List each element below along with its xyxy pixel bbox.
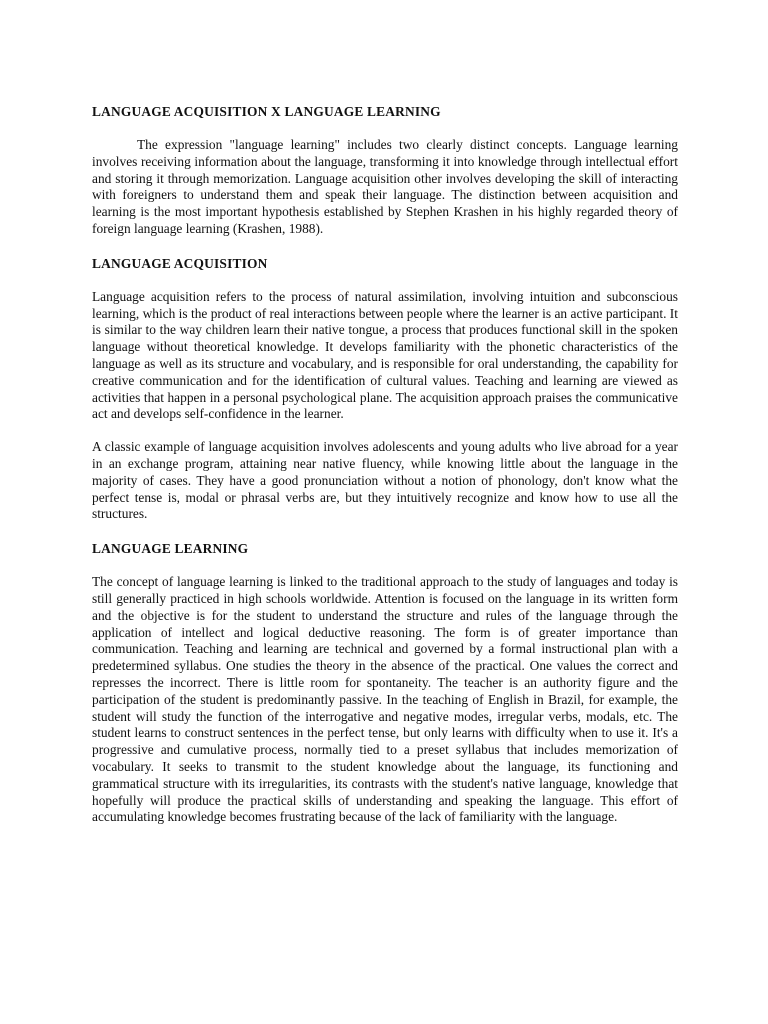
acquisition-paragraph-2: A classic example of language acquisition involves adolescents and young adults who live abroad for a year in an exchange program, attaining near native fluency, while knowing little about the language in the majority of cases. They have a good pronunciation without a notion of phonology, don't know what the perfect tense is, modal or phrasal verbs are, but they intuitively recognize and know how to use all the structures. <box>92 439 678 522</box>
intro-paragraph: The expression "language learning" includes two clearly distinct concepts. Language learning involves receiving information about the language, transforming it into knowledge through intellectual effort and storing it through memorization. Language acquisition other involves developing the skill of interacting with foreigners to understand them and speak their language. The distinction between acquisition and learning is the most important hypothesis established by Stephen Krashen in his highly regarded theory of foreign language learning (Krashen, 1988). <box>92 137 678 236</box>
spacer <box>92 120 678 137</box>
spacer <box>92 423 678 439</box>
document-title: LANGUAGE ACQUISITION X LANGUAGE LEARNING <box>92 104 441 119</box>
document-page <box>92 103 678 826</box>
spacer <box>92 523 678 540</box>
spacer <box>92 272 678 289</box>
section-heading-acquisition: LANGUAGE ACQUISITION <box>92 255 268 271</box>
spacer <box>92 238 678 255</box>
learning-paragraph-1: The concept of language learning is linked to the traditional approach to the study of languages and today is still generally practiced in high schools worldwide. Attention is focused on the language in its written form and the objective is for the student to understand the structure and rules of the language through the application of intellect and logical deductive reasoning. The form is of greater importance than communication. Teaching and learning are technical and governed by a formal instructional plan with a predetermined syllabus. One studies the theory in the absence of the practical. One values the correct and represses the incorrect. There is little room for spontaneity. The teacher is an authority figure and the participation of the student is predominantly passive. In the teaching of English in Brazil, for example, the student will study the function of the interrogative and negative modes, irregular verbs, modals, etc. The student learns to construct sentences in the perfect tense, but only learns with difficulty when to use it. It's a progressive and cumulative process, normally tied to a preset syllabus that includes memorization of vocabulary. It seeks to transmit to the student knowledge about the language, its functioning and grammatical structure with its irregularities, its contrasts with the student's native language, knowledge that hopefully will produce the practical skills of understanding and speaking the language. This effort of accumulating knowledge becomes frustrating because of the lack of familiarity with the language. <box>92 574 678 825</box>
acquisition-paragraph-1: Language acquisition refers to the process of natural assimilation, involving intuition and subconscious learning, which is the product of real interactions between people where the learner is an active participant. It is similar to the way children learn their native tongue, a process that produces functional skill in the spoken language without theoretical knowledge. It develops familiarity with the phonetic characteristics of the language as well as its structure and vocabulary, and is responsible for oral understanding, the capability for creative communication and for the identification of cultural values. Teaching and learning are viewed as activities that happen in a personal psychological plane. The acquisition approach praises the communicative act and develops self-confidence in the learner. <box>92 288 678 422</box>
section-heading-learning: LANGUAGE LEARNING <box>92 541 249 557</box>
spacer <box>92 557 678 574</box>
